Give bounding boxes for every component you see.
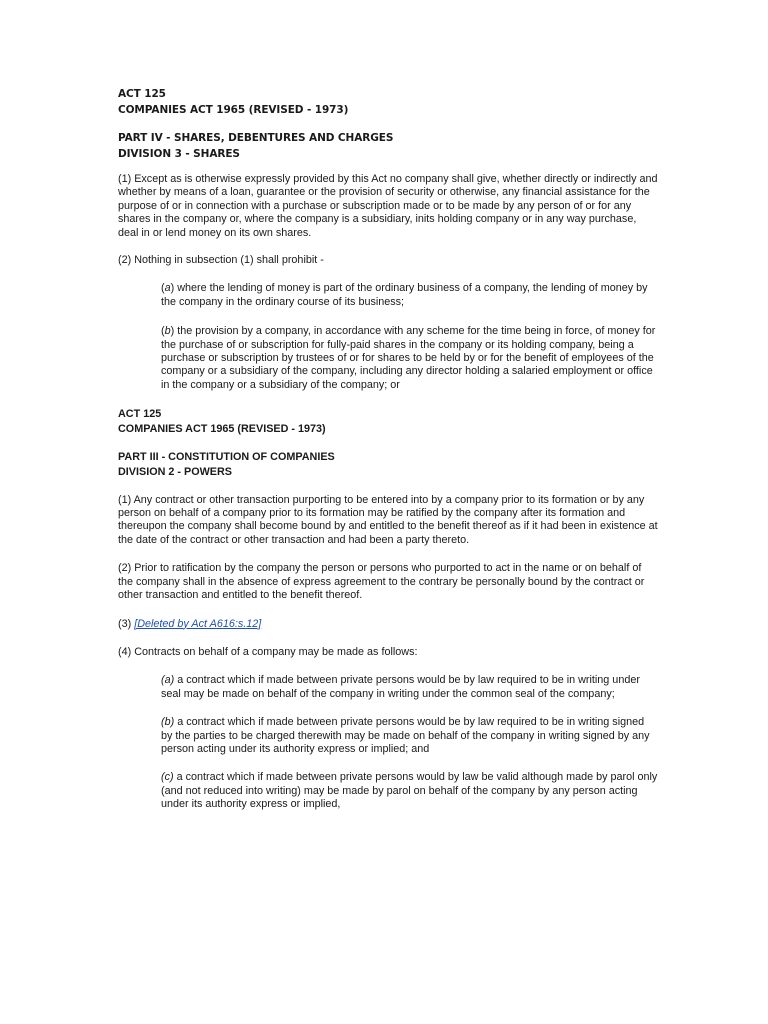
clause-b-text: the provision by a company, in accordance with any scheme for the time being in force, of money for the purchase of or subscription for fully-paid shares in the company or its holding company, being a purchase or subscription by trustees of or for shares to be held by or for the benefit of employees of the company or a subsidiary of the company, including any director holding a salaried employment or office in the company or a subsidiary of the company; or (161, 325, 656, 391)
act-number: ACT 125 (118, 88, 166, 100)
clause-a-label: a (164, 282, 171, 295)
act-title-2: COMPANIES ACT 1965 (REVISED - 1973) (118, 422, 326, 435)
clause-4c-label: (c) (161, 771, 174, 784)
subsection-3 (118, 618, 658, 631)
subsection-1-b: (1) Any contract or other transaction purporting to be entered into by a company prior to its formation or by any person on behalf of a company prior to its formation may be ratified by the company after its formation and thereupon the company shall become bound by and entitled to the benefit thereof as if it had been in existence at the date of the contract or other transaction and had been a party thereto. (118, 493, 658, 546)
clause-4b-label: (b) (161, 716, 175, 729)
clause-4c (161, 771, 658, 811)
clause-a-text: where the lending of money is part of the ordinary business of a company, the lending of money by the company in the ordinary course of its business; (161, 282, 648, 308)
subsection-4: (4) Contracts on behalf of a company may be made as follows: (118, 645, 418, 658)
clause-a: (a) where the lending of money is part of the ordinary business of a company, the lending of money by the company in the ordinary course of its business; (161, 282, 648, 308)
clause-4a-text: a contract which if made between private persons would be by law required to be in writing under seal may be made on behalf of the company in writing under the common seal of the company; (161, 674, 640, 700)
subsection-1: (1) Except as is otherwise expressly provided by this Act no company shall give, whether directly or indirectly and whether by means of a loan, guarantee or the provision of security or otherwise, any financial assistance for the purpose of or in connection with a purchase or subscription made or to be made by any person of or for any shares in the company or, where the company is a subsidiary, inits holding company or in any way purchase, deal in or lend money on its own shares. (118, 173, 658, 239)
clause-4c-text: a contract which if made between private persons would by law be valid although made by parol only (and not reduced into writing) may be made by parol on behalf of the company by any person acting under its authority express or implied, (161, 771, 658, 811)
part-heading-2: PART III - CONSTITUTION OF COMPANIES (118, 451, 335, 464)
division-heading-2: DIVISION 2 - POWERS (118, 466, 232, 479)
clause-4a-label: (a) (161, 674, 175, 687)
subsection-3-prefix: (3) (118, 617, 135, 630)
clause-4a (161, 674, 658, 701)
clause-4b-text: a contract which if made between private persons would be by law required to be in writing signed by the parties to be charged therewith may be made on behalf of the company in writing signed by any person acting under its authority express or implied; and (161, 716, 650, 755)
part-heading: PART IV - SHARES, DEBENTURES AND CHARGES (118, 132, 394, 144)
deleted-act-link[interactable]: [Deleted by Act A616:s.12] (134, 617, 262, 630)
subsection-2-b: (2) Prior to ratification by the company the person or persons who purported to act in the name or on behalf of the company shall in the absence of express agreement to the contrary be personally bound by the contract or other transaction and entitled to the benefit thereof. (118, 562, 645, 602)
clause-4b (161, 716, 658, 756)
act-title: COMPANIES ACT 1965 (REVISED - 1973) (118, 104, 349, 116)
clause-b: (b) the provision by a company, in accordance with any scheme for the time being in force, of money for the purchase of or subscription for fully-paid shares in the company or its holding company, being a purchase or subscription by trustees of or for shares to be held by or for the benefit of employees of the company or a subsidiary of the company, including any director holding a salaried employment or office in the company or a subsidiary of the company; or (161, 325, 656, 391)
clause-b-label: b (164, 325, 171, 338)
act-number-2: ACT 125 (118, 408, 162, 421)
division-heading: DIVISION 3 - SHARES (118, 148, 240, 160)
subsection-2: (2) Nothing in subsection (1) shall prohibit - (118, 254, 324, 267)
